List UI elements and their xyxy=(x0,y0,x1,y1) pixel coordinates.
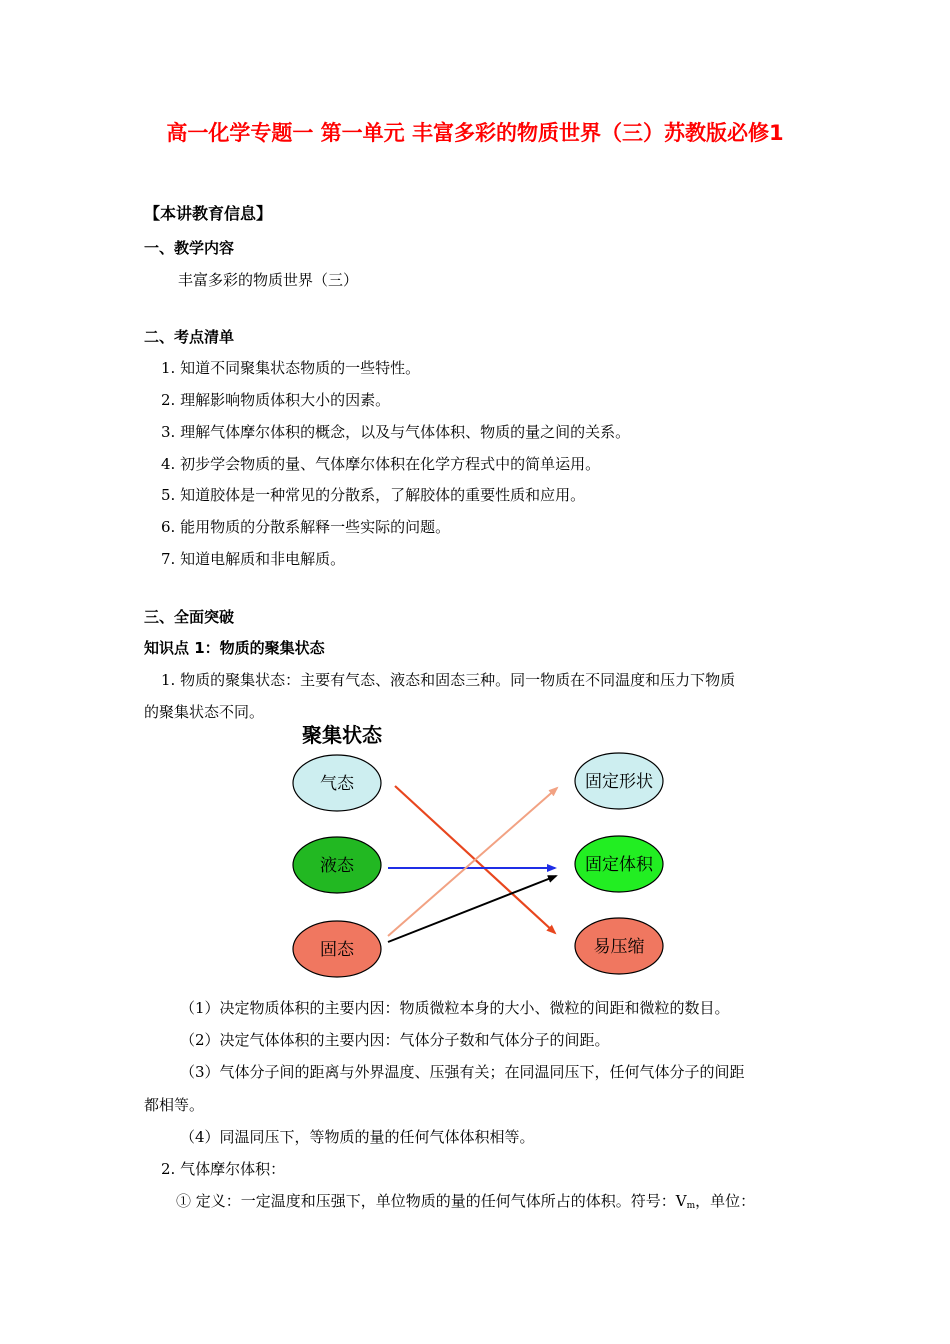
compress-label: 易压缩 xyxy=(593,937,645,957)
section1-heading: 一、教学内容 xyxy=(144,239,235,257)
page-title: 高一化学专题一 第一单元 丰富多彩的物质世界（三）苏教版必修1 xyxy=(166,121,784,145)
definition-line xyxy=(176,1190,755,1217)
paragraph-line: 1. 物质的聚集状态：主要有气态、液态和固态三种。同一物质在不同温度和压力下物质 xyxy=(161,671,736,689)
section3-heading: 三、全面突破 xyxy=(144,608,235,626)
solid-label: 固态 xyxy=(320,940,354,960)
list-item: 5. 知道胶体是一种常见的分散系，了解胶体的重要性质和应用。 xyxy=(161,486,586,504)
note-line: （4）同温同压下，等物质的量的任何气体体积相等。 xyxy=(180,1128,535,1146)
gas-label: 气态 xyxy=(320,774,354,794)
list-item: 3. 理解气体摩尔体积的概念，以及与气体体积、物质的量之间的关系。 xyxy=(161,423,631,441)
note-line: （2）决定气体体积的主要内因：气体分子数和气体分子的间距。 xyxy=(180,1031,610,1049)
list-item: 2. 理解影响物质体积大小的因素。 xyxy=(161,391,391,409)
shape-label: 固定形状 xyxy=(585,772,653,792)
volume-label: 固定体积 xyxy=(585,855,653,875)
info-header: 【本讲教育信息】 xyxy=(144,204,273,223)
arrow-solid-to-shape xyxy=(388,788,557,936)
note-line: （1）决定物质体积的主要内因：物质微粒本身的大小、微粒的间距和微粒的数目。 xyxy=(180,999,730,1017)
note-line: （3）气体分子间的距离与外界温度、压强有关；在同温同压下，任何气体分子的间距 xyxy=(180,1063,745,1081)
list-item: 4. 初步学会物质的量、气体摩尔体积在化学方程式中的简单运用。 xyxy=(161,455,601,473)
definition-subscript: m xyxy=(686,1201,696,1211)
arrow-solid-to-volume xyxy=(388,876,556,942)
knowledge-point-title: 知识点 1：物质的聚集状态 xyxy=(144,639,325,657)
liquid-label: 液态 xyxy=(320,856,354,876)
list-item: 7. 知道电解质和非电解质。 xyxy=(161,550,346,568)
definition-tail: ，单位： xyxy=(695,1192,756,1210)
section1-content: 丰富多彩的物质世界（三） xyxy=(178,271,359,289)
section2-heading: 二、考点清单 xyxy=(144,328,235,346)
definition-text: ① 定义：一定温度和压强下，单位物质的量的任何气体所占的体积。符号：V xyxy=(176,1192,687,1210)
list-item: 6. 能用物质的分散系解释一些实际的问题。 xyxy=(161,518,451,536)
paragraph-line: 的聚集状态不同。 xyxy=(144,703,265,721)
paragraph-line: 2. 气体摩尔体积： xyxy=(161,1160,286,1178)
note-line: 都相等。 xyxy=(144,1096,205,1114)
diagram-title: 聚集状态 xyxy=(302,723,382,747)
aggregation-state-diagram xyxy=(280,718,680,988)
list-item: 1. 知道不同聚集状态物质的一些特性。 xyxy=(161,359,421,377)
